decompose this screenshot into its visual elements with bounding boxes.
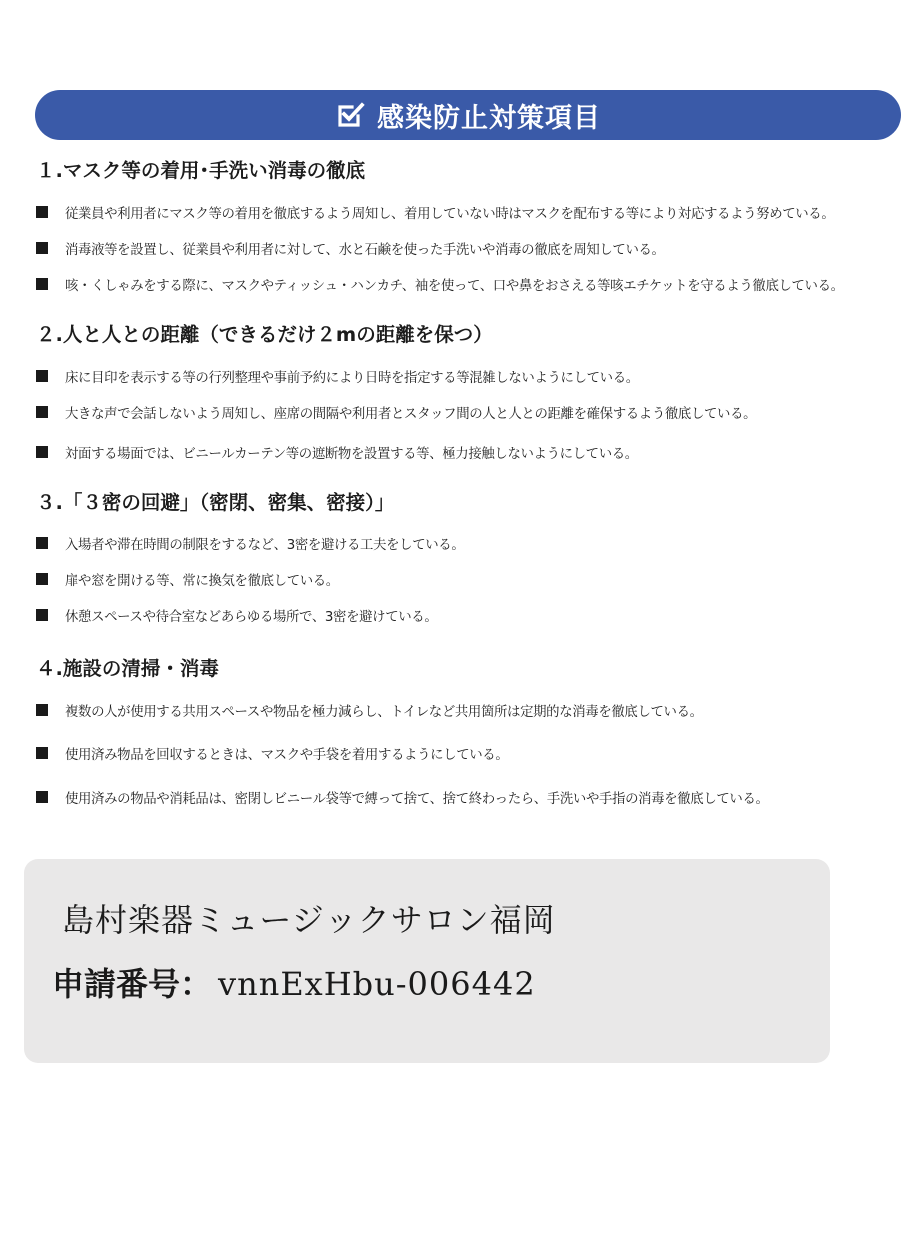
venue-info-box	[24, 859, 830, 1063]
section-heading: ２.人と人との距離（できるだけ２mの距離を保つ）	[36, 323, 493, 346]
list-item	[36, 787, 769, 807]
list-item	[36, 274, 844, 294]
list-item	[36, 402, 756, 422]
square-bullet-icon	[36, 406, 48, 418]
section-cleaning-disinfection	[36, 656, 769, 807]
list-item	[36, 442, 638, 462]
square-bullet-icon	[36, 537, 48, 549]
square-bullet-icon	[36, 370, 48, 382]
checkbox-check-icon	[335, 100, 365, 130]
square-bullet-icon	[36, 609, 48, 621]
section-heading: ４.施設の清掃・消毒	[36, 657, 219, 680]
list-item-text: 消毒液等を設置し、従業員や利用者に対して、水と石鹸を使った手洗いや消毒の徹底を周知している。	[65, 242, 665, 258]
application-number-row	[52, 959, 536, 1005]
list-item-text: 咳・くしゃみをする際に、マスクやティッシュ・ハンカチ、袖を使って、口や鼻をおさえる等咳エチケットを守るよう徹底している。	[65, 278, 844, 294]
square-bullet-icon	[36, 791, 48, 803]
list-item-text: 使用済み物品を回収するときは、マスクや手袋を着用するようにしている。	[65, 747, 509, 763]
list-item	[36, 202, 834, 222]
list-item	[36, 238, 665, 258]
list-item-text: 大きな声で会話しないよう周知し、座席の間隔や利用者とスタッフ間の人と人との距離を確保するよう徹底している。	[65, 406, 757, 422]
list-item-text: 扉や窓を開ける等、常に換気を徹底している。	[65, 573, 339, 589]
section-social-distance	[36, 322, 757, 462]
list-item	[36, 700, 703, 720]
square-bullet-icon	[36, 747, 48, 759]
square-bullet-icon	[36, 206, 48, 218]
page-title: 感染防止対策項目	[377, 102, 601, 134]
square-bullet-icon	[36, 573, 48, 585]
list-item-text: 入場者や滞在時間の制限をするなど、3密を避ける工夫をしている。	[65, 537, 465, 553]
square-bullet-icon	[36, 278, 48, 290]
list-item	[36, 569, 339, 589]
list-item	[36, 366, 639, 386]
header-banner	[35, 90, 901, 140]
section-heading: ３.「３密の回避」（密閉、密集、密接）」	[36, 491, 395, 514]
section-three-cs	[36, 490, 465, 625]
list-item-text: 複数の人が使用する共用スペースや物品を極力減らし、トイレなど共用箇所は定期的な消毒を徹底している。	[65, 704, 703, 720]
section-mask-handwashing	[36, 158, 844, 294]
list-item-text: 従業員や利用者にマスク等の着用を徹底するよう周知し、着用していない時はマスクを配布する等により対応するよう努めている。	[65, 206, 835, 222]
list-item-text: 休憩スペースや待合室などあらゆる場所で、3密を避けている。	[65, 609, 438, 625]
section-heading: １.マスク等の着用･手洗い消毒の徹底	[36, 159, 366, 182]
application-number-value: vnnExHbu-006442	[218, 965, 536, 1003]
list-item	[36, 605, 437, 625]
list-item-text: 床に目印を表示する等の行列整理や事前予約により日時を指定する等混雑しないようにしている。	[65, 370, 639, 386]
list-item	[36, 533, 464, 553]
square-bullet-icon	[36, 446, 48, 458]
application-number-label: 申請番号：	[52, 965, 213, 1003]
list-item-text: 対面する場面では、ビニールカーテン等の遮断物を設置する等、極力接触しないようにしている。	[65, 446, 638, 462]
square-bullet-icon	[36, 242, 48, 254]
venue-name: 島村楽器ミュージックサロン福岡	[62, 901, 556, 939]
list-item-text: 使用済みの物品や消耗品は、密閉しビニール袋等で縛って捨て、捨て終わったら、手洗いや手指の消毒を徹底している。	[65, 791, 769, 807]
square-bullet-icon	[36, 704, 48, 716]
list-item	[36, 743, 508, 763]
